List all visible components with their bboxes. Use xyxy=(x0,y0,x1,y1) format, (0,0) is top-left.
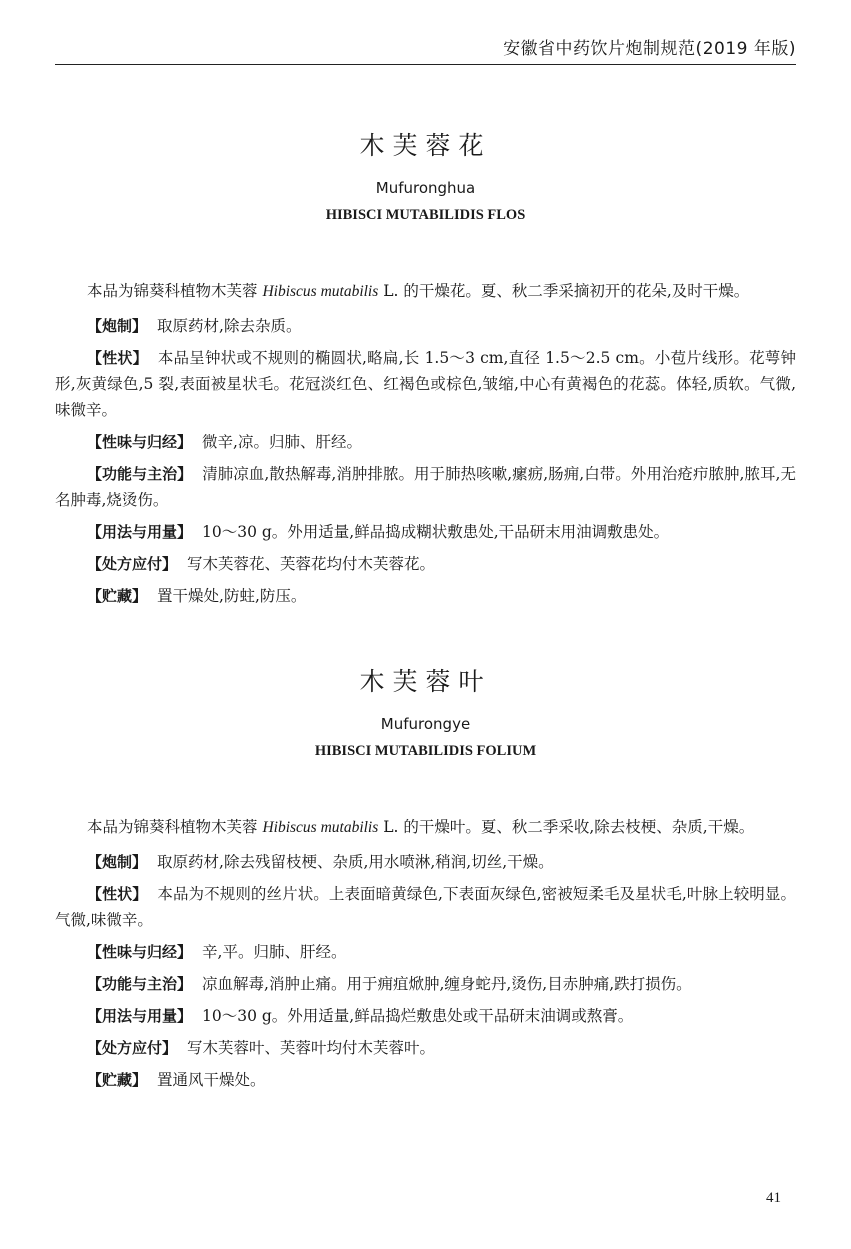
monograph-leaf xyxy=(55,664,796,1099)
monograph-latin-name: HIBISCI MUTABILIDIS FLOS xyxy=(325,207,526,223)
section-dosage xyxy=(55,519,796,545)
section-text: 置通风干燥处。 xyxy=(157,1071,266,1089)
section-label: 【性状】 xyxy=(87,349,148,367)
section-dosage xyxy=(55,1003,796,1029)
intro-text-rest: L. 的干燥花。夏、秋二季采摘初开的花朵,及时干燥。 xyxy=(378,282,750,300)
section-text: 置干燥处,防蛀,防压。 xyxy=(157,587,307,605)
monograph-body xyxy=(55,814,796,1093)
section-property-meridian xyxy=(55,939,796,965)
section-text: 微辛,凉。归肺、肝经。 xyxy=(202,433,362,451)
section-text: 取原药材,除去残留枝梗、杂质,用水喷淋,稍润,切丝,干燥。 xyxy=(157,853,554,871)
section-property-meridian xyxy=(55,429,796,455)
section-processing xyxy=(55,849,796,875)
section-text: 10～30 g。外用适量,鲜品捣成糊状敷患处,干品研末用油调敷患处。 xyxy=(202,523,670,541)
section-text: 辛,平。归肺、肝经。 xyxy=(202,943,347,961)
monograph-title-cn: 木芙蓉花 xyxy=(359,131,492,160)
section-text: 清肺凉血,散热解毒,消肿排脓。用于肺热咳嗽,瘰疬,肠痈,白带。外用治疮疖脓肿,脓耳,无名肿毒,烧烫伤。 xyxy=(55,465,796,509)
monograph-title-cn: 木芙蓉叶 xyxy=(359,667,492,696)
section-label: 【功能与主治】 xyxy=(87,465,193,483)
section-text: 10～30 g。外用适量,鲜品捣烂敷患处或干品研末油调或熬膏。 xyxy=(202,1007,634,1025)
monograph-pinyin: Mufurongye xyxy=(380,715,471,733)
section-storage xyxy=(55,583,796,609)
intro-paragraph xyxy=(55,814,796,841)
section-label: 【功能与主治】 xyxy=(87,975,193,993)
intro-text: 本品为锦葵科植物木芙蓉 xyxy=(87,282,263,300)
section-actions-indications xyxy=(55,461,796,513)
section-text: 取原药材,除去杂质。 xyxy=(157,317,302,335)
section-label: 【贮藏】 xyxy=(87,587,148,605)
monograph-latin-name: HIBISCI MUTABILIDIS FOLIUM xyxy=(314,743,537,759)
section-text: 本品呈钟状或不规则的椭圆状,略扁,长 1.5～3 cm,直径 1.5～2.5 cm。小苞片线形。花萼钟形,灰黄绿色,5 裂,表面被星状毛。花冠淡红色、红褐色或棕色,皱缩,中心有黄褐色的花蕊。体轻,质软。气微,味微辛。 xyxy=(55,349,796,419)
section-label: 【贮藏】 xyxy=(87,1071,148,1089)
section-prescription xyxy=(55,551,796,577)
section-label: 【用法与用量】 xyxy=(87,1007,193,1025)
section-actions-indications xyxy=(55,971,796,997)
species-latin-name: Hibiscus mutabilis xyxy=(262,283,379,300)
section-prescription xyxy=(55,1035,796,1061)
section-text: 凉血解毒,消肿止痛。用于痈疽焮肿,缠身蛇丹,烫伤,目赤肿痛,跌打损伤。 xyxy=(202,975,692,993)
section-label: 【性味与归经】 xyxy=(87,943,193,961)
section-description xyxy=(55,881,796,933)
section-label: 【炮制】 xyxy=(87,853,148,871)
section-label: 【性味与归经】 xyxy=(87,433,193,451)
section-description xyxy=(55,345,796,423)
intro-text: 本品为锦葵科植物木芙蓉 xyxy=(87,818,263,836)
monograph-flower xyxy=(55,128,796,615)
intro-text-rest: L. 的干燥叶。夏、秋二季采收,除去枝梗、杂质,干燥。 xyxy=(378,818,755,836)
page-number: 41 xyxy=(766,1190,781,1206)
section-label: 【炮制】 xyxy=(87,317,148,335)
intro-paragraph xyxy=(55,278,796,305)
monograph-body xyxy=(55,278,796,609)
section-label: 【性状】 xyxy=(87,885,148,903)
section-text: 本品为不规则的丝片状。上表面暗黄绿色,下表面灰绿色,密被短柔毛及星状毛,叶脉上较明显。气微,味微辛。 xyxy=(55,885,796,929)
section-processing xyxy=(55,313,796,339)
section-label: 【处方应付】 xyxy=(87,1039,178,1057)
species-latin-name: Hibiscus mutabilis xyxy=(262,819,379,836)
section-text: 写木芙蓉叶、芙蓉叶均付木芙蓉叶。 xyxy=(187,1039,436,1057)
section-storage xyxy=(55,1067,796,1093)
section-label: 【用法与用量】 xyxy=(87,523,193,541)
page-header xyxy=(55,30,796,65)
monograph-pinyin: Mufuronghua xyxy=(375,179,476,197)
section-label: 【处方应付】 xyxy=(87,555,178,573)
book-title: 安徽省中药饮片炮制规范(2019 年版) xyxy=(503,39,796,59)
section-text: 写木芙蓉花、芙蓉花均付木芙蓉花。 xyxy=(187,555,436,573)
